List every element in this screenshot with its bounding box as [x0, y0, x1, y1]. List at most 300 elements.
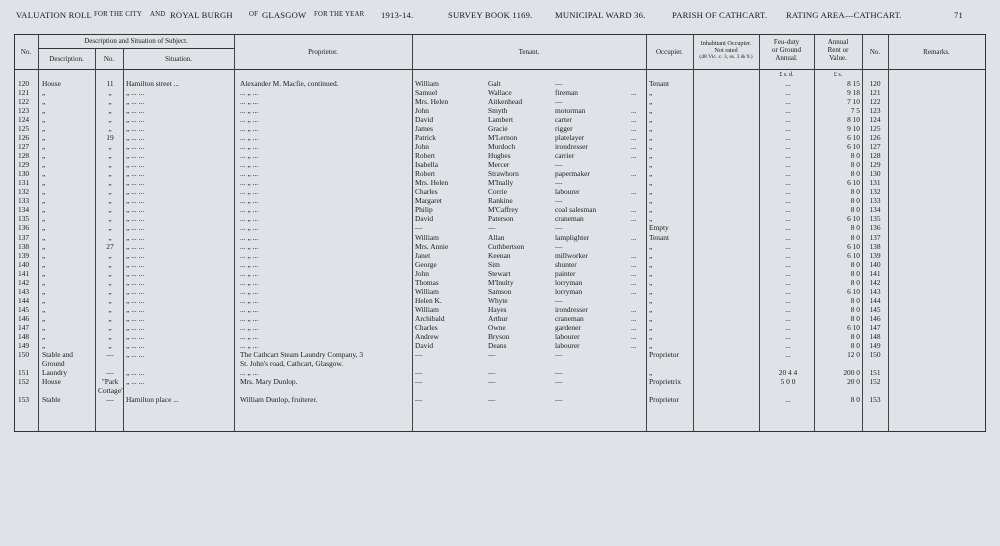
rent-line-3: Value. [829, 54, 847, 62]
street-number: „ [108, 268, 112, 278]
feu-line-3: Annual. [775, 54, 798, 62]
proprietor: ... „ ... [240, 313, 259, 323]
proprietor: ... „ ... [240, 286, 259, 296]
table-top-rule [14, 34, 986, 35]
tenant-first-name: — [415, 349, 423, 359]
description: „ [42, 232, 46, 242]
situation: „ ... ... [126, 322, 145, 332]
tenant-first-name: — [415, 395, 423, 405]
proprietor: ... „ ... [240, 142, 259, 152]
annual-rent: 6 10 [847, 250, 860, 260]
occupation: — [555, 395, 563, 405]
occupier: „ [649, 295, 653, 305]
leader-dots: ... [631, 322, 637, 332]
tenant-surname: Gracie [488, 124, 508, 134]
occupier: „ [649, 169, 653, 179]
header-title-4: ROYAL BURGH [170, 10, 233, 20]
feu-duty: ... [785, 79, 791, 88]
col-header-tenant: Tenant. [518, 48, 540, 56]
situation: „ ... ... [126, 295, 145, 305]
row-number-right: 122 [869, 97, 881, 107]
feu-duty: ... [785, 259, 791, 269]
annual-rent: 6 10 [847, 322, 860, 332]
description: „ [42, 106, 46, 116]
leader-dots: ... [631, 214, 637, 224]
occupier: „ [649, 151, 653, 161]
tenant-surname: Paterson [488, 214, 514, 224]
situation: „ ... ... [126, 304, 145, 314]
annual-rent: 8 0 [850, 395, 860, 405]
row-number-right: 125 [869, 124, 881, 134]
occupation: carrier [555, 151, 575, 161]
proprietor: ... „ ... [240, 331, 259, 341]
tenant-surname: Galt [488, 79, 501, 88]
header-title-7: FOR THE YEAR [314, 11, 365, 18]
row-number-right: 135 [869, 214, 881, 224]
description: House [42, 79, 61, 88]
occupier: „ [649, 259, 653, 269]
annual-rent: 20 0 [847, 376, 860, 386]
feu-duty: ... [785, 115, 791, 125]
occupier: „ [649, 142, 653, 152]
occupation: labourer [555, 340, 580, 350]
feu-duty: ... [785, 196, 791, 206]
row-number: 127 [18, 142, 30, 152]
feu-line-1: Feu-duty [773, 38, 800, 46]
table-row [0, 160, 1000, 169]
description: Ground [42, 358, 65, 368]
row-number: 140 [18, 259, 30, 269]
situation: „ ... ... [126, 367, 145, 377]
tenant-surname: M'Caffrey [488, 205, 519, 215]
street-number: 19 [106, 133, 114, 143]
occupation: — [555, 241, 563, 251]
feu-duty: ... [785, 322, 791, 332]
occupier: Proprietor [649, 349, 679, 359]
feu-duty: ... [785, 241, 791, 251]
leader-dots: ... [631, 259, 637, 269]
row-number: 152 [18, 376, 30, 386]
tenant-first-name: Archibald [415, 313, 445, 323]
street-number: 11 [106, 79, 114, 88]
row-number: 144 [18, 295, 30, 305]
leader-dots: ... [631, 331, 637, 341]
table-row [0, 314, 1000, 323]
row-number-right: 144 [869, 295, 881, 305]
col-header-feu-duty [759, 38, 814, 62]
annual-rent: 7 10 [847, 97, 860, 107]
col-header-proprietor: Proprietor. [308, 48, 338, 56]
page-header [16, 10, 996, 24]
occupier: „ [649, 331, 653, 341]
occupier: „ [649, 250, 653, 260]
occupier: „ [649, 133, 653, 143]
proprietor: ... „ ... [240, 196, 259, 206]
row-number: 139 [18, 250, 30, 260]
occupier: „ [649, 205, 653, 215]
occupier: „ [649, 340, 653, 350]
table-row [0, 278, 1000, 287]
description: Stable [42, 395, 61, 405]
description: „ [42, 88, 46, 98]
street-number: „ [108, 232, 112, 242]
table-row [0, 287, 1000, 296]
header-bottom-rule [14, 69, 986, 70]
street-number: — [106, 395, 114, 405]
row-number-right: 131 [869, 178, 881, 188]
occupation: shunter [555, 259, 577, 269]
header-title-2: FOR THE CITY [94, 11, 142, 18]
street-number: „ [108, 286, 112, 296]
row-number: 130 [18, 169, 30, 179]
row-number-right: 151 [869, 367, 881, 377]
row-number-right: 137 [869, 232, 881, 242]
annual-rent: 8 0 [850, 196, 860, 206]
description: „ [42, 178, 46, 188]
tenant-first-name: Mrs. Annie [415, 241, 449, 251]
table-row [0, 368, 1000, 377]
proprietor: ... „ ... [240, 259, 259, 269]
street-number: „ [108, 214, 112, 224]
table-row [0, 88, 1000, 97]
table-row [0, 187, 1000, 196]
leader-dots: ... [631, 205, 637, 215]
row-number-right: 146 [869, 313, 881, 323]
tenant-surname: Keenan [488, 250, 511, 260]
table-row [0, 350, 1000, 359]
row-number: 133 [18, 196, 30, 206]
proprietor: ... „ ... [240, 151, 259, 161]
occupation: — [555, 196, 563, 206]
row-number-right: 133 [869, 196, 881, 206]
situation: „ ... ... [126, 178, 145, 188]
description: „ [42, 160, 46, 170]
leader-dots: ... [631, 142, 637, 152]
col-header-description-group: Description and Situation of Subject. [84, 37, 188, 45]
occupation: fireman [555, 88, 578, 98]
feu-duty: ... [785, 286, 791, 296]
tenant-first-name: John [415, 106, 429, 116]
occupation: gardener [555, 322, 581, 332]
proprietor: ... „ ... [240, 340, 259, 350]
description: „ [42, 277, 46, 287]
feu-duty: ... [785, 160, 791, 170]
proprietor: St. John's road, Cathcart, Glasgow. [240, 358, 344, 368]
leader-dots: ... [631, 277, 637, 287]
feu-duty: ... [785, 169, 791, 179]
occupation: labourer [555, 187, 580, 197]
street-number: „ [108, 304, 112, 314]
situation: „ ... ... [126, 313, 145, 323]
street-number: — [106, 367, 114, 377]
proprietor: ... „ ... [240, 169, 259, 179]
feu-duty: ... [785, 313, 791, 323]
annual-rent: 8 0 [850, 340, 860, 350]
feu-duty: ... [785, 232, 791, 242]
leader-dots: ... [631, 133, 637, 143]
description: „ [42, 97, 46, 107]
situation: Hamilton street ... [126, 79, 180, 88]
description: „ [42, 313, 46, 323]
situation: „ ... ... [126, 277, 145, 287]
row-number: 132 [18, 187, 30, 197]
occupier: „ [649, 214, 653, 224]
situation: „ ... ... [126, 151, 145, 161]
annual-rent: 8 15 [847, 79, 860, 88]
tenant-first-name: Charles [415, 187, 438, 197]
col-header-number: No. [103, 55, 115, 63]
leader-dots: ... [631, 115, 637, 125]
feu-duty: ... [785, 124, 791, 134]
tenant-first-name: John [415, 142, 429, 152]
leader-dots: ... [631, 88, 637, 98]
tenant-surname: Aitkenhead [488, 97, 523, 107]
tenant-surname: Smyth [488, 106, 508, 116]
tenant-surname: Stewart [488, 268, 511, 278]
table-row [0, 115, 1000, 124]
feu-duty: ... [785, 88, 791, 98]
tenant-surname: Arthur [488, 313, 508, 323]
street-number: „ [108, 187, 112, 197]
row-number-right: 140 [869, 259, 881, 269]
description: „ [42, 151, 46, 161]
row-number: 145 [18, 304, 30, 314]
tenant-first-name: David [415, 115, 434, 125]
tenant-surname: Bryson [488, 331, 510, 341]
row-number: 142 [18, 277, 30, 287]
col-header-no-2: No. [869, 48, 881, 56]
occupier: „ [649, 322, 653, 332]
header-title-3: AND [150, 11, 166, 18]
situation: „ ... ... [126, 88, 145, 98]
situation: „ ... ... [126, 331, 145, 341]
table-row [0, 223, 1000, 232]
situation: Hamilton place ... [126, 395, 179, 405]
description: „ [42, 331, 46, 341]
table-row [0, 169, 1000, 178]
occupier: „ [649, 160, 653, 170]
proprietor: ... „ ... [240, 178, 259, 188]
annual-rent: 8 0 [850, 160, 860, 170]
tenant-surname: — [488, 349, 496, 359]
occupation: — [555, 79, 563, 88]
annual-rent: 200 0 [843, 367, 860, 377]
feu-units: £ s. d. [779, 72, 794, 78]
description: „ [42, 241, 46, 251]
feu-duty: ... [785, 106, 791, 116]
situation: „ ... ... [126, 376, 145, 386]
rent-units: £ s. [833, 72, 843, 78]
situation: „ ... ... [126, 223, 145, 233]
tenant-surname: M'Inally [488, 178, 514, 188]
tenant-first-name: — [415, 376, 423, 386]
row-number: 153 [18, 395, 30, 405]
tenant-first-name: Janet [415, 250, 431, 260]
row-number: 123 [18, 106, 30, 116]
proprietor: Mrs. Mary Dunlop. [240, 376, 298, 386]
occupation: — [555, 223, 563, 233]
table-row [0, 233, 1000, 242]
description: „ [42, 322, 46, 332]
rent-line-2: Rent or [827, 46, 849, 54]
occupier: „ [649, 367, 653, 377]
street-number: — [106, 349, 114, 359]
feu-duty: 20 4 4 [778, 367, 798, 377]
row-number: 125 [18, 124, 30, 134]
header-survey-book: SURVEY BOOK 1169. [448, 10, 533, 20]
feu-duty: ... [785, 142, 791, 152]
col-header-no: No. [20, 48, 32, 56]
row-number: 129 [18, 160, 30, 170]
leader-dots: ... [631, 304, 637, 314]
occupation: — [555, 160, 563, 170]
description: „ [42, 187, 46, 197]
street-number: „ [108, 142, 112, 152]
table-row [0, 332, 1000, 341]
occupier: Proprietrix [649, 376, 682, 386]
annual-rent: 8 0 [850, 169, 860, 179]
occupation: craneman [555, 214, 584, 224]
table-row [0, 260, 1000, 269]
col-header-situation: Situation. [164, 55, 193, 63]
feu-duty: ... [785, 223, 791, 233]
annual-rent: 6 10 [847, 241, 860, 251]
row-number: 135 [18, 214, 30, 224]
header-ward: MUNICIPAL WARD 36. [555, 10, 646, 20]
tenant-first-name: Patrick [415, 133, 436, 143]
annual-rent: 12 0 [847, 349, 860, 359]
table-row [0, 196, 1000, 205]
table-row [0, 142, 1000, 151]
description: „ [42, 133, 46, 143]
occupation: — [555, 376, 563, 386]
feu-duty: ... [785, 178, 791, 188]
tenant-first-name: John [415, 268, 429, 278]
leader-dots: ... [631, 169, 637, 179]
tenant-surname: Strawhorn [488, 169, 519, 179]
description: „ [42, 286, 46, 296]
tenant-first-name: Isabella [415, 160, 438, 170]
proprietor: ... „ ... [240, 214, 259, 224]
tenant-surname: Murdoch [488, 142, 516, 152]
inhabitant-line-1: Inhabitant Occupier. [700, 40, 752, 47]
tenant-surname: — [488, 223, 496, 233]
annual-rent: 9 10 [847, 124, 860, 134]
description: Stable and [42, 349, 73, 359]
description: „ [42, 268, 46, 278]
header-parish: PARISH OF CATHCART. [672, 10, 768, 20]
proprietor: ... „ ... [240, 160, 259, 170]
feu-duty: ... [785, 133, 791, 143]
street-number: „ [108, 169, 112, 179]
tenant-surname: M'Lernon [488, 133, 518, 143]
row-number: 121 [18, 88, 30, 98]
street-number: „ [108, 340, 112, 350]
table-row [0, 251, 1000, 260]
row-number: 141 [18, 268, 30, 278]
tenant-surname: Wallace [488, 88, 512, 98]
table-row [0, 395, 1000, 404]
feu-duty: ... [785, 214, 791, 224]
annual-rent: 8 0 [850, 268, 860, 278]
feu-duty: ... [785, 331, 791, 341]
occupation: millworker [555, 250, 588, 260]
row-number: 137 [18, 232, 30, 242]
feu-duty: ... [785, 349, 791, 359]
row-number-right: 143 [869, 286, 881, 296]
description: House [42, 376, 61, 386]
col-header-annual-rent [814, 38, 862, 62]
leader-dots: ... [631, 106, 637, 116]
street-number: „ [108, 313, 112, 323]
row-number: 128 [18, 151, 30, 161]
tenant-surname: Samson [488, 286, 512, 296]
description: „ [42, 340, 46, 350]
tenant-first-name: Andrew [415, 331, 439, 341]
feu-duty: ... [785, 151, 791, 161]
street-number: „ [108, 97, 112, 107]
occupier: „ [649, 178, 653, 188]
occupation: — [555, 367, 563, 377]
tenant-surname: — [488, 376, 496, 386]
tenant-first-name: Margaret [415, 196, 442, 206]
occupation: lorryman [555, 277, 583, 287]
feu-duty: ... [785, 340, 791, 350]
table-row [0, 269, 1000, 278]
street-number: „ [108, 124, 112, 134]
proprietor: ... „ ... [240, 277, 259, 287]
tenant-surname: Mercer [488, 160, 510, 170]
feu-duty: ... [785, 395, 791, 405]
occupation: rigger [555, 124, 573, 134]
occupier: Tenant [649, 232, 670, 242]
row-number-right: 149 [869, 340, 881, 350]
proprietor: ... „ ... [240, 268, 259, 278]
row-number-right: 129 [869, 160, 881, 170]
annual-rent: 8 0 [850, 205, 860, 215]
feu-duty: ... [785, 97, 791, 107]
tenant-first-name: Helen K. [415, 295, 442, 305]
tenant-surname: M'Inulty [488, 277, 514, 287]
row-number-right: 152 [869, 376, 881, 386]
street-number: 27 [106, 241, 114, 251]
col-header-description: Description. [49, 55, 84, 63]
situation: „ ... ... [126, 115, 145, 125]
proprietor: ... „ ... [240, 106, 259, 116]
occupation: — [555, 295, 563, 305]
row-number: 136 [18, 223, 30, 233]
table-row [0, 377, 1000, 386]
occupier: „ [649, 106, 653, 116]
leader-dots: ... [631, 151, 637, 161]
street-number: „ [108, 178, 112, 188]
row-number: 122 [18, 97, 30, 107]
annual-rent: 7 5 [850, 106, 860, 116]
occupation: painter [555, 268, 576, 278]
proprietor: ... „ ... [240, 367, 259, 377]
table-row [0, 151, 1000, 160]
tenant-surname: Whyte [488, 295, 508, 305]
description: „ [42, 142, 46, 152]
row-number-right: 120 [869, 79, 881, 88]
row-number: 124 [18, 115, 30, 125]
occupier: Proprietor [649, 395, 679, 405]
proprietor: ... „ ... [240, 322, 259, 332]
header-rating-area: RATING AREA—CATHCART. [786, 10, 902, 20]
tenant-first-name: Robert [415, 151, 436, 161]
occupier: „ [649, 88, 653, 98]
proprietor: The Cathcart Steam Laundry Company, 3 [240, 349, 364, 359]
